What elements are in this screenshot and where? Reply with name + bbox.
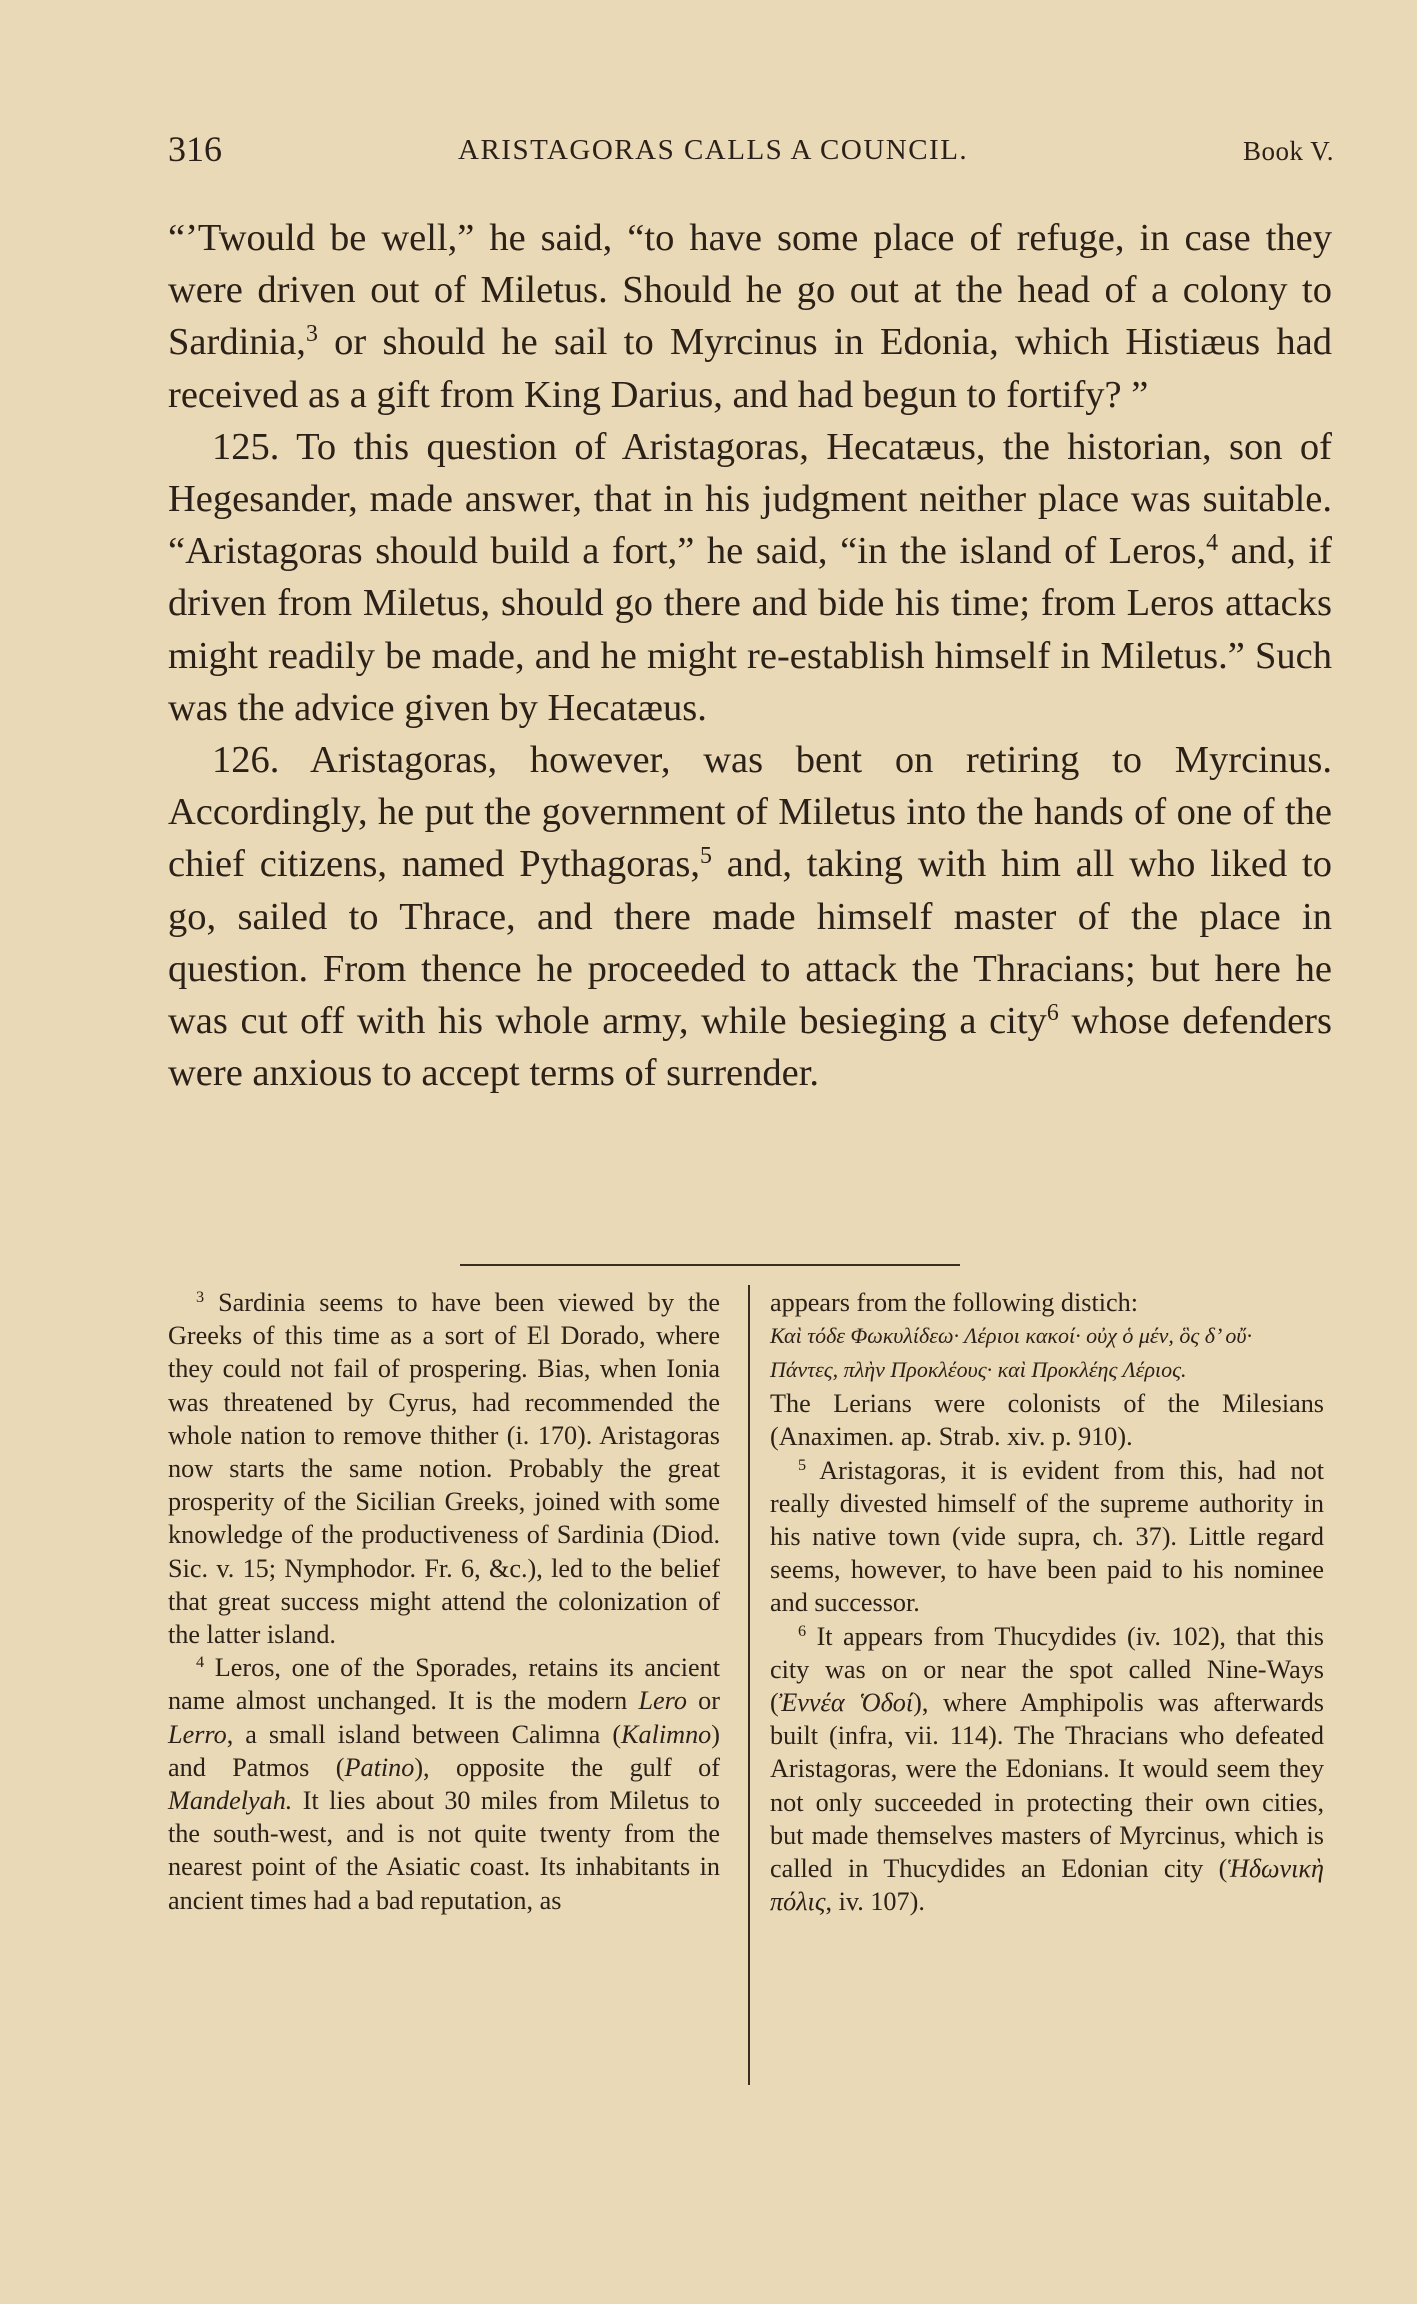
footnote-ref-6[interactable]: 6 [1046,999,1059,1026]
page-header [168,128,1336,172]
footnote-ref-5[interactable]: 5 [699,843,712,870]
greek-distich-line-2: Πάντες, πλὴν Προκλέους· καὶ Προκλέης Λέριος. [770,1357,1187,1383]
book-reference: Book V. [1242,136,1334,166]
greek-distich-line-1: Καὶ τόδε Φωκυλίδεω· Λέριοι κακοί· οὐχ ὁ μέν, ὃς δ’ οὔ· [770,1323,1252,1349]
column-divider [748,1285,750,2085]
footnote-4-continued: appears from the following distich: [770,1288,1138,1317]
footnote-ref-4[interactable]: 4 [1206,530,1218,557]
footnotes-left-column [168,1286,720,1917]
paragraph-speech: “’Twould be well,” he said, “to have some place of refuge, in case they were driven out of Miletus. Should he go out at the head of a colony to Sardinia,$^3$ or should he sail to Myrcinus in Edonia, which Histiæus had received as a gift from King Darius, and had begun to fortify? ” [168,217,1332,416]
footnote-ref-3[interactable]: 3 [305,321,318,348]
page-number: 316 [168,129,222,169]
footnotes-right-column [770,1286,1324,1918]
footnote-3: $^3$ Sardinia seems to have been viewed by the Greeks of this time as a sort of El Dorado, where they could not fail of prospering. Bias, when Ionia was threatened by Cyrus, had recommended the whole nation to remove thither (i. 170). Aristagoras now starts the same notion. Probably the great prosperity of the Sicilian Greeks, joined with some knowledge of the productiveness of Sardinia (Diod. Sic. v. 15; Nymphodor. Fr. 6, &c.), led to the belief that great success might attend the colonization of the latter island. [168,1288,720,1650]
running-title: ARISTAGORAS CALLS A COUNCIL. [458,134,969,166]
footnote-4: $^4$ Leros, one of the Sporades, retains its ancient name almost unchanged. It is the modern Lero or Lerro, a small island between Calimna (Kalimno) and Patmos (Patino), opposite the gulf of Mandelyah. It lies about 30 miles from Miletus to the south-west, and is not quite twenty from the nearest point of the Asiatic coast. Its inhabitants in ancient times had a bad reputation, as [168,1653,720,1915]
footnote-divider [460,1264,960,1266]
paragraph-125: 125. To this question of Aristagoras, Hecatæus, the historian, son of Hegesander, made answer, that in his judgment neither place was suitable. “Aristagoras should build a fort,” he said, “in the island of Leros,$^4$ and, if driven from Miletus, should go there and bide his time; from Leros attacks might readily be made, and he might re-establish himself in Miletus.” Such was the advice given by Hecatæus. [168,425,1332,729]
main-text [168,212,1332,1099]
footnote-4-end: The Lerians were colonists of the Milesians (Anaximen. ap. Strab. xiv. p. 910). [770,1389,1324,1452]
footnote-6: $^6$ It appears from Thucydides (iv. 102), that this city was on or near the spot called Nine-Ways (Ἐννέα Ὁδοί), where Amphipolis was afterwards built (infra, vii. 114). The Thracians who defeated Aristagoras, were the Edonians. It would seem they not only succeeded in protecting their own cities, but made themselves masters of Myrcinus, which is called in Thucydides an Edonian city (Ἡδωνικὴ πόλις, iv. 107). [770,1621,1324,1917]
paragraph-126: 126. Aristagoras, however, was bent on retiring to Myrcinus. Accordingly, he put the government of Miletus into the hands of one of the chief citizens, named Pythagoras,$^5$ and, taking with him all who liked to go, sailed to Thrace, and there made himself master of the place in question. From thence he proceeded to attack the Thracians; but here he was cut off with his whole army, while besieging a city$^6$ whose defenders were anxious to accept terms of surrender. [168,739,1332,1095]
footnote-5: $^5$ Aristagoras, it is evident from this, had not really divested himself of the supreme authority in his native town (vide supra, ch. 37). Little regard seems, however, to have been paid to his nominee and successor. [770,1455,1324,1618]
